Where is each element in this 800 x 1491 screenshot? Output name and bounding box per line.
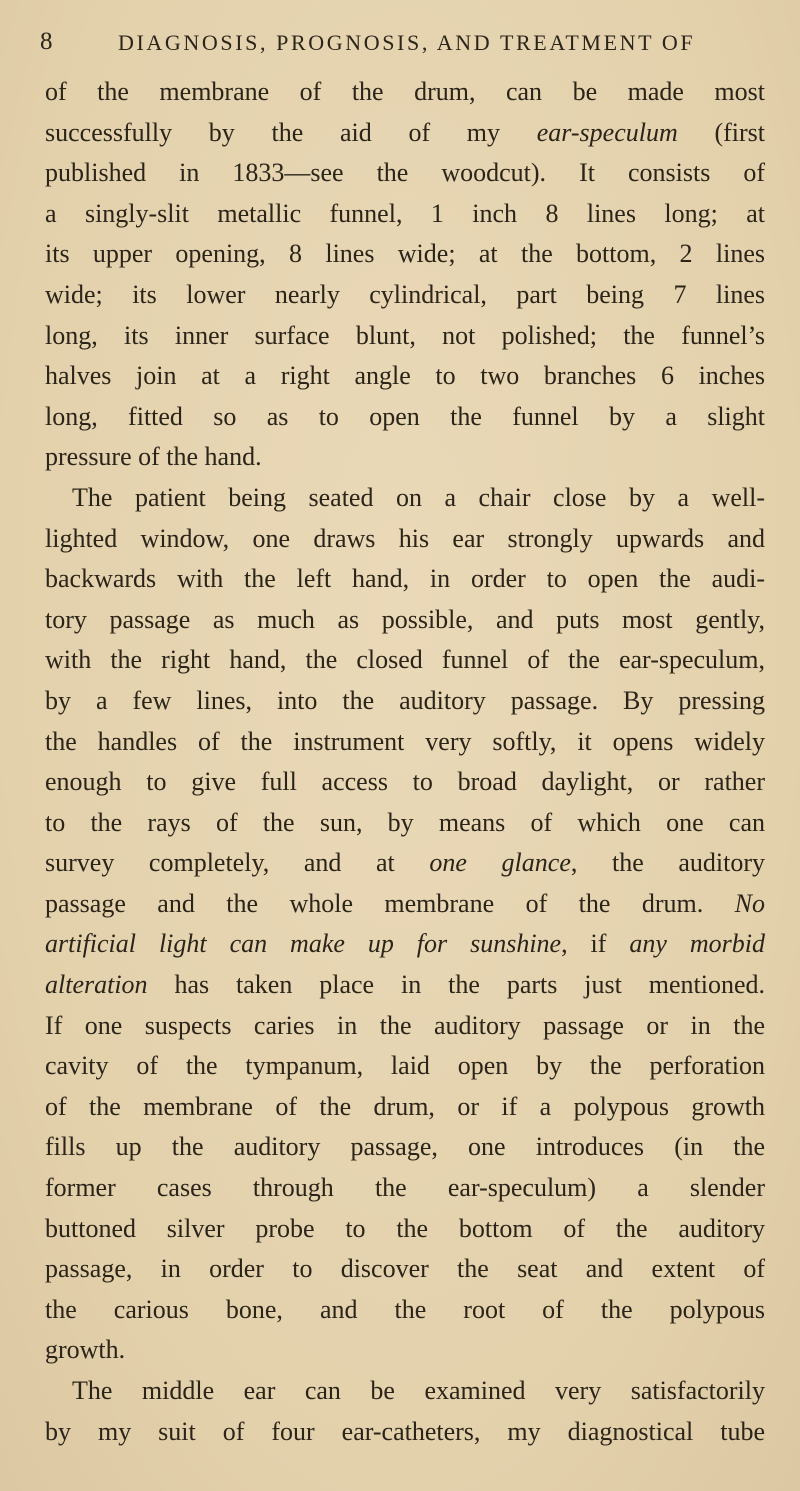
text-segment: survey completely, and at xyxy=(45,848,430,878)
text-line xyxy=(45,194,765,235)
text-segment: fills up the auditory passage, one introduces (in the xyxy=(45,1132,765,1162)
text-segment: its upper opening, 8 lines wide; at the bottom, 2 lines xyxy=(45,239,765,269)
text-line xyxy=(45,1209,765,1250)
text-segment: the carious bone, and the root of the polypous xyxy=(45,1294,765,1324)
text-line xyxy=(45,1412,765,1453)
text-line xyxy=(45,600,765,641)
text-line xyxy=(45,1290,765,1331)
text-line xyxy=(45,153,765,194)
text-line xyxy=(45,519,765,560)
text-segment: successfully by the aid of my xyxy=(45,117,537,147)
text-line xyxy=(45,1249,765,1290)
text-segment: pressure of the hand. xyxy=(45,442,262,472)
text-segment: the handles of the instrument very softly, it opens widely xyxy=(45,726,765,756)
text-segment: (first xyxy=(677,117,765,147)
text-segment: The middle ear can be examined very satisfactorily xyxy=(72,1376,765,1405)
text-line xyxy=(45,722,765,763)
text-segment: backwards with the left hand, in order to open the audi- xyxy=(45,564,765,594)
text-line xyxy=(45,762,765,803)
text-segment: buttoned silver probe to the bottom of the auditory xyxy=(45,1213,765,1243)
text-segment: of the membrane of the drum, or if a polypous growth xyxy=(45,1091,765,1121)
text-line xyxy=(45,924,765,965)
text-line xyxy=(45,1371,765,1412)
text-line xyxy=(45,72,765,113)
italic-text: artificial light can make up for sunshine xyxy=(45,929,562,959)
text-segment: long, fitted so as to open the funnel by a slight xyxy=(45,401,765,431)
text-line xyxy=(45,113,765,154)
text-segment: has taken place in the parts just mentioned. xyxy=(147,970,765,1000)
text-line xyxy=(45,681,765,722)
text-line xyxy=(45,275,765,316)
text-line xyxy=(45,1046,765,1087)
text-line xyxy=(45,803,765,844)
text-segment: halves join at a right angle to two branches 6 inches xyxy=(45,361,765,391)
text-segment: passage and the whole membrane of the drum. xyxy=(45,888,735,918)
text-segment: cavity of the tympanum, laid open by the perforation xyxy=(45,1051,765,1081)
text-segment: tory passage as much as possible, and puts most gently, xyxy=(45,604,765,634)
text-segment: former cases through the ear-speculum) a slender xyxy=(45,1173,765,1203)
page-header xyxy=(40,28,760,68)
text-line xyxy=(45,478,765,519)
text-segment: , if xyxy=(561,929,630,959)
text-segment: long, its inner surface blunt, not polished; the funnel’s xyxy=(45,320,765,350)
italic-text: one glance xyxy=(429,848,571,878)
text-line xyxy=(45,843,765,884)
text-segment: published in 1833—see the woodcut). It consists of xyxy=(45,158,765,188)
text-segment: a singly-slit metallic funnel, 1 inch 8 lines long; at xyxy=(45,198,765,228)
text-segment: growth. xyxy=(45,1335,126,1365)
text-segment: enough to give full access to broad daylight, or rather xyxy=(45,767,765,797)
text-segment: with the right hand, the closed funnel of the ear-speculum, xyxy=(45,645,765,675)
text-line xyxy=(45,1127,765,1168)
text-segment: wide; its lower nearly cylindrical, part being 7 lines xyxy=(45,279,765,309)
text-line xyxy=(45,1006,765,1047)
text-segment: by a few lines, into the auditory passage. By pressing xyxy=(45,685,765,715)
text-segment: lighted window, one draws his ear strongly upwards and xyxy=(45,523,765,553)
body-text xyxy=(45,72,765,1452)
page-number: 8 xyxy=(40,28,54,55)
text-line xyxy=(45,356,765,397)
text-segment: , the auditory xyxy=(570,848,766,878)
text-segment: by my suit of four ear-catheters, my diagnostical tube xyxy=(45,1416,765,1446)
italic-text: No xyxy=(734,888,765,918)
text-line xyxy=(45,437,765,478)
text-line xyxy=(45,397,765,438)
text-line xyxy=(45,965,765,1006)
text-line xyxy=(45,640,765,681)
running-head: DIAGNOSIS, PROGNOSIS, AND TREATMENT OF xyxy=(118,30,696,55)
text-line xyxy=(45,1330,765,1371)
text-line xyxy=(45,884,765,925)
text-line xyxy=(45,559,765,600)
italic-text: alteration xyxy=(45,970,148,1000)
italic-text: any morbid xyxy=(629,929,765,959)
text-line xyxy=(45,1087,765,1128)
text-segment: If one suspects caries in the auditory passage or in the xyxy=(45,1010,765,1040)
text-segment: of the membrane of the drum, can be made most xyxy=(45,77,765,106)
text-segment: to the rays of the sun, by means of which one can xyxy=(45,807,765,837)
italic-text: ear-speculum xyxy=(536,117,678,147)
text-line xyxy=(45,1168,765,1209)
text-line xyxy=(45,316,765,357)
text-segment: passage, in order to discover the seat and extent of xyxy=(45,1254,765,1284)
text-segment: The patient being seated on a chair close by a well- xyxy=(72,482,765,512)
text-line xyxy=(45,234,765,275)
